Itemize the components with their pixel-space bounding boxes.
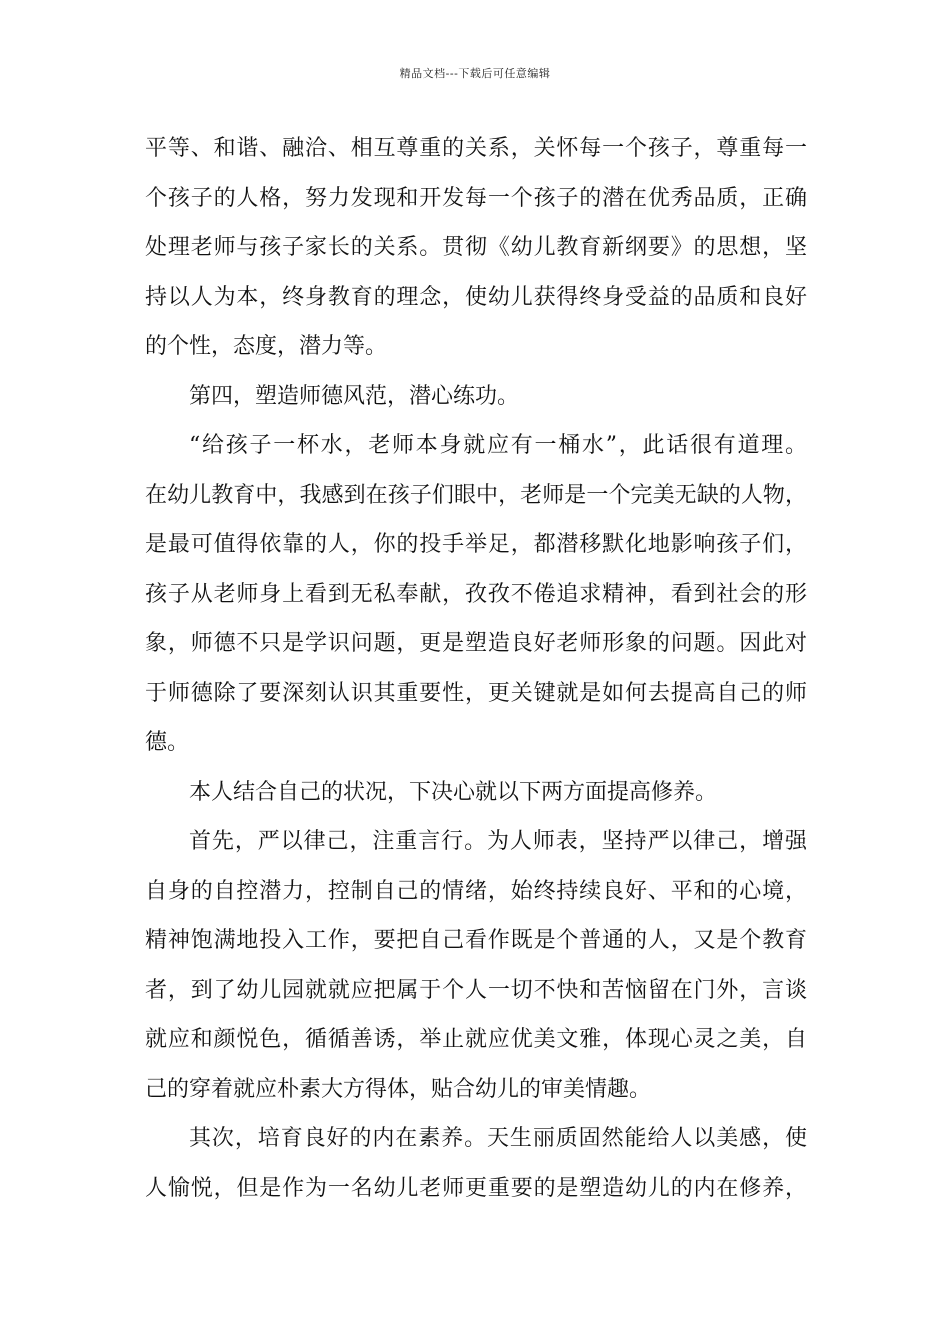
- text-line: 持以人为本，终身教育的理念，使幼儿获得终身受益的品质和良好: [145, 284, 807, 310]
- text-line: 孩子从老师身上看到无私奉献，孜孜不倦追求精神，看到社会的形: [145, 581, 807, 607]
- text-line: 自身的自控潜力，控制自己的情绪，始终持续良好、平和的心境，: [145, 878, 807, 904]
- text-line: 精神饱满地投入工作，要把自己看作既是个普通的人，又是个教育: [145, 928, 807, 953]
- text-line: 是最可值得依靠的人，你的投手举足，都潜移默化地影响孩子们，: [145, 532, 807, 557]
- body-text: [145, 124, 807, 1213]
- text-line: 的个性，态度，潜力等。: [145, 334, 388, 359]
- text-line: 处理老师与孩子家长的关系。贯彻《幼儿教育新纲要》的思想，坚: [145, 235, 807, 260]
- text-line: 其次，培育良好的内在素养。天生丽质固然能给人以美感，使: [189, 1126, 807, 1151]
- text-line: 就应和颜悦色，循循善诱，举止就应优美文雅，体现心灵之美，自: [145, 1027, 807, 1052]
- text-line: 者，到了幼儿园就就应把属于个人一切不快和苦恼留在门外，言谈: [145, 977, 807, 1003]
- text-line: 己的穿着就应朴素大方得体，贴合幼儿的审美情趣。: [145, 1076, 652, 1102]
- text-line: 首先，严以律己，注重言行。为人师表，坚持严以律己，增强: [189, 829, 807, 854]
- text-line: 第四，塑造师德风范，潜心练功。: [189, 383, 520, 409]
- text-line: 平等、和谐、融洽、相互尊重的关系，关怀每一个孩子，尊重每一: [145, 136, 807, 161]
- text-line: 人愉悦，但是作为一名幼儿老师更重要的是塑造幼儿的内在修养，: [145, 1175, 807, 1201]
- text-line: 个孩子的人格，努力发现和开发每一个孩子的潜在优秀品质，正确: [145, 185, 807, 211]
- text-line: 于师德除了要深刻认识其重要性，更关键就是如何去提高自己的师: [145, 680, 807, 706]
- text-line: 本人结合自己的状况，下决心就以下两方面提高修养。: [189, 779, 718, 805]
- page-header: 精品文档---下载后可任意编辑: [399, 67, 551, 80]
- text-line: “给孩子一杯水，老师本身就应有一桶水”，此话很有道理。: [189, 433, 807, 458]
- text-line: 在幼儿教育中，我感到在孩子们眼中，老师是一个完美无缺的人物，: [145, 482, 807, 508]
- text-line: 象，师德不只是学识问题，更是塑造良好老师形象的问题。因此对: [145, 631, 807, 656]
- text-line: 德。: [145, 730, 190, 755]
